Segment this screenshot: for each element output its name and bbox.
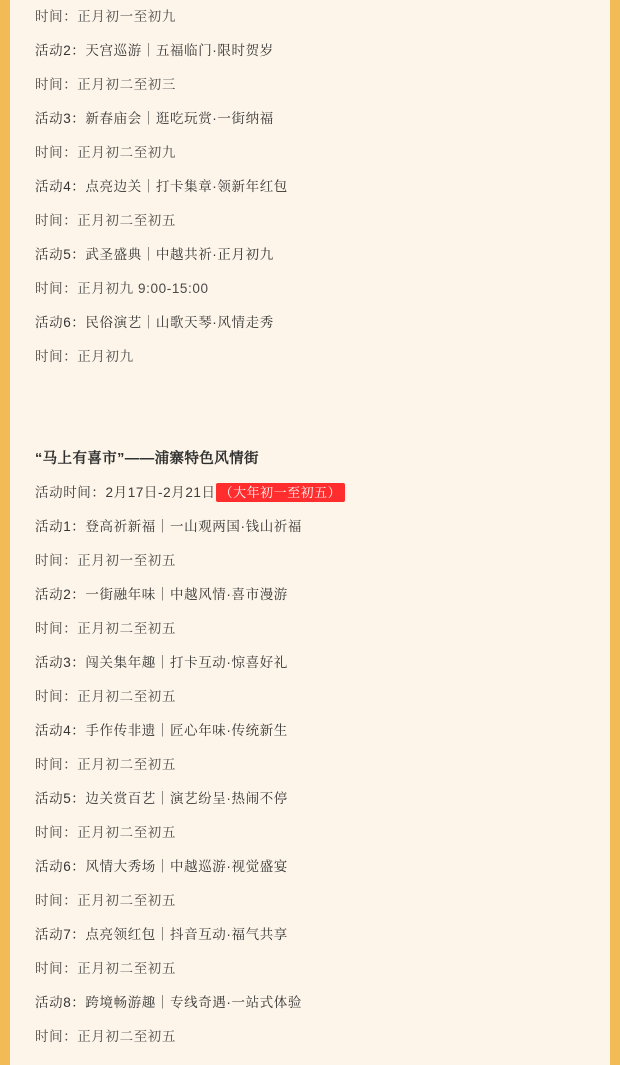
schedule-line: 时间：正月初二至初五	[35, 961, 176, 976]
schedule-line: 活动6：民俗演艺｜山歌天琴·风情走秀	[35, 315, 274, 330]
schedule-line: 时间：正月初二至初五	[35, 621, 176, 636]
section-date	[35, 476, 585, 510]
schedule-line: 活动4：点亮边关｜打卡集章·领新年红包	[35, 179, 288, 194]
schedule-line: 活动7：点亮领红包｜抖音互动·福气共享	[35, 927, 288, 942]
schedule-line: 活动5：边关赏百艺｜演艺纷呈·热闹不停	[35, 791, 288, 806]
schedule-line: 时间：正月初二至初五	[35, 689, 176, 704]
schedule-line: 时间：正月初二至初五	[35, 213, 176, 228]
schedule-line: 活动3：新春庙会｜逛吃玩赏·一街纳福	[35, 111, 274, 126]
schedule-line: 时间：正月初二至初九	[35, 145, 176, 160]
schedule-line: 时间：正月初九 9:00-15:00	[35, 281, 209, 296]
section-gap	[35, 374, 585, 408]
section-date-highlight: （大年初一至初五）	[216, 483, 346, 502]
schedule-line: 活动5：武圣盛典｜中越共祈·正月初九	[35, 247, 274, 262]
schedule-line: 活动1：登高祈新福｜一山观两国·钱山祈福	[35, 519, 303, 534]
schedule-line: 时间：正月初二至初五	[35, 893, 176, 908]
section-title: “马上有喜市”——浦寨特色风情街	[35, 451, 259, 467]
schedule-line: 时间：正月初一至初五	[35, 553, 176, 568]
schedule-line: 活动6：风情大秀场｜中越巡游·视觉盛宴	[35, 859, 288, 874]
schedule-line: 时间：正月初二至初五	[35, 757, 176, 772]
article-content	[10, 0, 610, 1054]
schedule-line: 活动2：一街融年味｜中越风情·喜市漫游	[35, 587, 288, 602]
schedule-line: 活动3：闯关集年趣｜打卡互动·惊喜好礼	[35, 655, 288, 670]
schedule-line: 活动2：天宫巡游｜五福临门·限时贺岁	[35, 43, 274, 58]
section-gap-2	[35, 408, 585, 442]
article-sheet	[10, 0, 610, 1065]
schedule-line: 活动4：手作传非遗｜匠心年味·传统新生	[35, 723, 288, 738]
schedule-line: 时间：正月初二至初五	[35, 825, 176, 840]
schedule-line: 时间：正月初二至初五	[35, 1029, 176, 1044]
section-date-text: 活动时间：2月17日-2月21日	[35, 485, 216, 500]
schedule-line: 时间：正月初一至初九	[35, 9, 176, 24]
schedule-line: 活动8：跨境畅游趣｜专线奇遇·一站式体验	[35, 995, 303, 1010]
schedule-line: 时间：正月初二至初三	[35, 77, 176, 92]
schedule-line: 时间：正月初九	[35, 349, 134, 364]
